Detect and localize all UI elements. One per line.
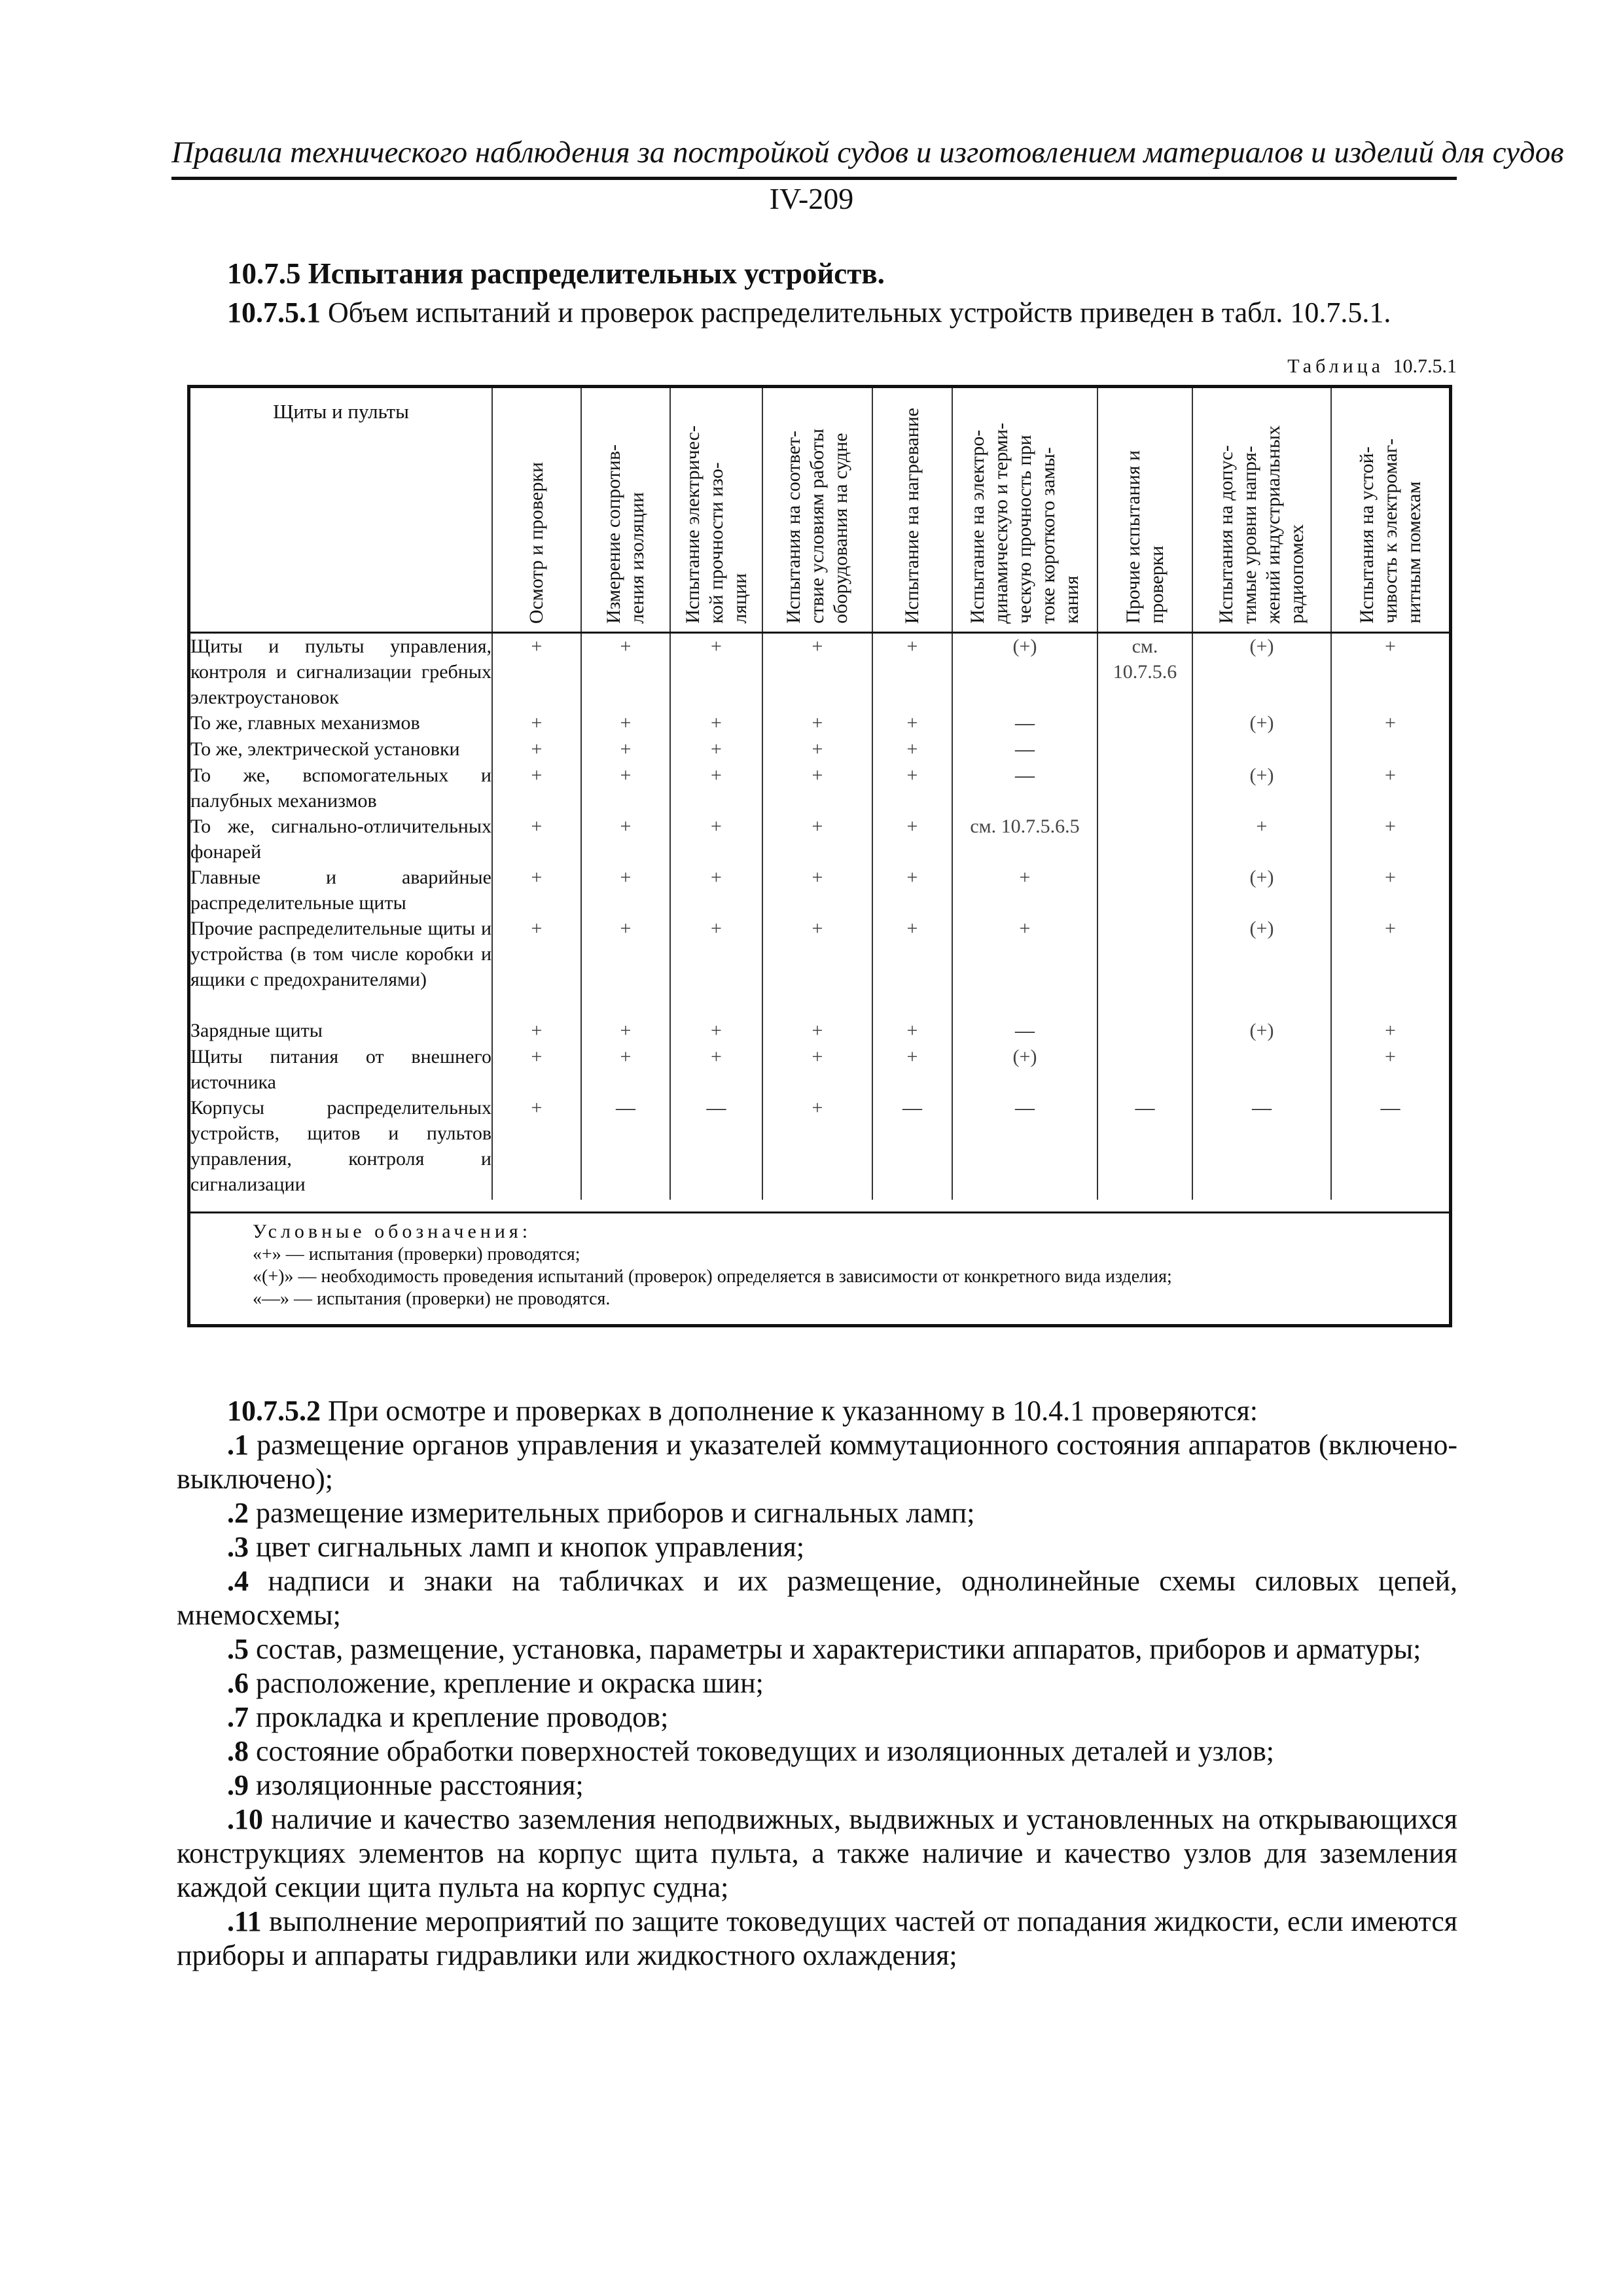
list-item-text: размещение органов управления и указателей коммутационного состояния аппаратов (включено-выключено); [177, 1429, 1457, 1495]
intro-paragraph [227, 296, 1457, 329]
row-name-cell: То же, сигнально-отличительных фонарей [190, 816, 491, 863]
row-name-cell: Щиты и пульты управления, контроля и сигнализации гребных электроустановок [190, 636, 491, 708]
mark-cell: (+) [952, 1044, 1097, 1095]
list-item [177, 1768, 1457, 1803]
mark-cell: см. 10.7.5.6.5 [952, 814, 1097, 865]
mark-cell: — [670, 1095, 762, 1200]
mark-cell: + [670, 814, 762, 865]
list-item [177, 1496, 1457, 1530]
row-name-cell: То же, электрической установки [190, 738, 460, 760]
mark-cell: — [952, 1095, 1097, 1200]
list-item-number: .8 [227, 1735, 249, 1767]
list-item-number: .5 [227, 1633, 249, 1665]
row-name-cell: Корпусы распределительных устройств, щитов и пультов управления, контроля и сигнализации [190, 1097, 491, 1195]
mark-cell: + [670, 1018, 762, 1044]
list-item-number: .4 [227, 1565, 249, 1597]
mark-cell: + [581, 865, 670, 916]
mark-cell: + [872, 1044, 952, 1095]
mark-cell: + [492, 736, 581, 762]
list-item [177, 1666, 1457, 1700]
table-row [190, 916, 1449, 1018]
mark-cell: + [670, 762, 762, 814]
mark-cell: — [1331, 1095, 1449, 1200]
list-item-text: наличие и качество заземления неподвижных, выдвижных и установленных на открывающихся конструкциях элементов на корпус щита пульта, а также наличие и качество узлов для заземления каждой секции щита пульта на корпус судна; [177, 1803, 1457, 1903]
mark-cell: + [762, 633, 872, 711]
mark-cell: + [1331, 1018, 1449, 1044]
mark-cell: + [581, 736, 670, 762]
row-name-cell: То же, главных механизмов [190, 712, 420, 734]
mark-cell: + [1331, 865, 1449, 916]
mark-cell [1097, 1044, 1192, 1095]
mark-cell: (+) [1192, 633, 1331, 711]
column-header-label: Испытание на нагревание [901, 407, 923, 624]
list-item-text: прокладка и крепление проводов; [256, 1701, 669, 1733]
intro-number: 10.7.5.1 [227, 296, 321, 329]
list-item-number: .2 [227, 1497, 249, 1529]
column-header [872, 388, 952, 633]
table-row [190, 736, 1449, 762]
mark-cell: + [1331, 916, 1449, 1018]
mark-cell [1331, 736, 1449, 762]
mark-cell: + [670, 916, 762, 1018]
mark-cell: + [492, 1095, 581, 1200]
mark-cell: + [492, 916, 581, 1018]
column-header-label: Прочие испытания и проверки [1122, 450, 1168, 624]
mark-cell: + [872, 865, 952, 916]
list-item-number: .1 [227, 1429, 249, 1461]
list-item-text: состав, размещение, установка, параметры и характеристики аппаратов, приборов и арматуры; [256, 1633, 1421, 1665]
mark-cell: + [492, 710, 581, 736]
mark-cell: + [952, 916, 1097, 1018]
mark-cell: + [492, 633, 581, 711]
mark-cell: + [762, 865, 872, 916]
column-header-label: Испытания на соответ- ствие условиям работы оборудования на судне [783, 429, 851, 624]
mark-cell: + [762, 814, 872, 865]
list-item [177, 1700, 1457, 1734]
column-header [952, 388, 1097, 633]
list-item-number: .10 [227, 1803, 263, 1835]
column-header [670, 388, 762, 633]
table-caption [1287, 355, 1457, 378]
table-row [190, 1044, 1449, 1095]
mark-cell [1097, 710, 1192, 736]
column-header-label: Испытания на устой- чивость к электромаг- нитным помехам [1355, 439, 1425, 624]
mark-cell [1192, 1044, 1331, 1095]
mark-cell: + [581, 916, 670, 1018]
column-header-label: Испытания на допус- тимые уровни напря- жений индустриальных радиопомех [1215, 425, 1308, 624]
mark-cell: + [1331, 1044, 1449, 1095]
running-header: Правила технического наблюдения за постройкой судов и изготовлением материалов и изделий для судов [171, 135, 1564, 170]
column-header-label: Измерение сопротив- ления изоляции [603, 444, 648, 624]
table-legend [190, 1211, 1449, 1324]
mark-cell: + [670, 736, 762, 762]
legend-title: Условные обозначения: [253, 1221, 532, 1242]
column-header [492, 388, 581, 633]
list-item [177, 1564, 1457, 1632]
mark-cell: + [581, 1044, 670, 1095]
mark-cell: + [872, 1018, 952, 1044]
list-item [177, 1734, 1457, 1768]
row-name-cell: Зарядные щиты [190, 1020, 323, 1041]
list-item-text: состояние обработки поверхностей токоведущих и изоляционных деталей и узлов; [256, 1735, 1274, 1767]
column-header [1097, 388, 1192, 633]
list-item-number: .9 [227, 1769, 249, 1801]
table-row [190, 1018, 1449, 1044]
mark-cell: + [581, 814, 670, 865]
mark-cell: — [581, 1095, 670, 1200]
mark-cell: + [872, 736, 952, 762]
mark-cell: + [1331, 633, 1449, 711]
list-item [177, 1530, 1457, 1564]
column-header [581, 388, 670, 633]
legend-line: «—» — испытания (проверки) не проводятся. [253, 1289, 611, 1309]
column-header-label: Испытание электричес- кой прочности изо- ляции [681, 425, 751, 624]
mark-cell: — [952, 710, 1097, 736]
mark-cell: + [492, 1044, 581, 1095]
mark-cell: (+) [1192, 865, 1331, 916]
mark-cell: + [762, 1095, 872, 1200]
list-item [177, 1428, 1457, 1496]
mark-cell: (+) [1192, 762, 1331, 814]
legend-line: «+» — испытания (проверки) проводятся; [253, 1244, 580, 1265]
mark-cell: + [1331, 814, 1449, 865]
mark-cell: — [952, 736, 1097, 762]
table-row [190, 710, 1449, 736]
mark-cell: + [581, 1018, 670, 1044]
mark-cell: + [952, 865, 1097, 916]
header-rule [171, 177, 1457, 180]
row-header-cell [190, 388, 492, 633]
mark-cell: + [872, 633, 952, 711]
mark-cell [1097, 762, 1192, 814]
mark-cell: + [670, 1044, 762, 1095]
mark-cell: — [952, 1018, 1097, 1044]
body-text [177, 1394, 1457, 1973]
list-item-text: размещение измерительных приборов и сигнальных ламп; [256, 1497, 975, 1529]
list-item-text: надписи и знаки на табличках и их размещение, однолинейные схемы силовых цепей, мнемосхемы; [177, 1565, 1458, 1631]
column-header [762, 388, 872, 633]
mark-cell: + [581, 633, 670, 711]
row-name-cell: Прочие распределительные щиты и устройства (в том числе коробки и ящики с предохранителями) [190, 918, 491, 990]
mark-cell: + [872, 814, 952, 865]
mark-cell: + [1192, 814, 1331, 865]
row-header-label: Щиты и пульты [273, 400, 409, 423]
mark-cell [1097, 814, 1192, 865]
table-row [190, 1095, 1449, 1200]
table-caption-number: 10.7.5.1 [1393, 355, 1457, 377]
mark-cell: + [670, 710, 762, 736]
table-row [190, 865, 1449, 916]
mark-cell: (+) [1192, 1018, 1331, 1044]
mark-cell: + [762, 736, 872, 762]
row-name-cell: То же, вспомогательных и палубных механизмов [190, 764, 491, 812]
mark-cell: + [492, 865, 581, 916]
table-row [190, 633, 1449, 711]
mark-cell: + [762, 762, 872, 814]
column-header-label: Осмотр и проверки [526, 461, 547, 624]
list-item-text: расположение, крепление и окраска шин; [256, 1667, 764, 1699]
mark-cell: см. 10.7.5.6 [1097, 633, 1192, 711]
row-name-cell: Главные и аварийные распределительные щиты [190, 867, 491, 914]
mark-cell: + [872, 762, 952, 814]
mark-cell: + [762, 916, 872, 1018]
table-caption-word: Таблица [1287, 355, 1384, 377]
legend-line: «(+)» — необходимость проведения испытаний (проверок) определяется в зависимости от конкретного вида изделия; [253, 1266, 1172, 1287]
mark-cell: + [872, 710, 952, 736]
list-item [177, 1632, 1457, 1666]
mark-cell: — [952, 762, 1097, 814]
row-name-cell: Щиты питания от внешнего источника [190, 1046, 491, 1093]
list-item [177, 1803, 1457, 1905]
mark-cell: + [1331, 710, 1449, 736]
section-title: 10.7.5 Испытания распределительных устройств. [227, 257, 885, 290]
mark-cell: — [1192, 1095, 1331, 1200]
list-item-number: .6 [227, 1667, 249, 1699]
mark-cell: — [872, 1095, 952, 1200]
list-item-number: .11 [227, 1905, 262, 1937]
intro-text: Объем испытаний и проверок распределительных устройств приведен в табл. 10.7.5.1. [328, 296, 1391, 329]
mark-cell: + [581, 710, 670, 736]
mark-cell: + [492, 814, 581, 865]
list-item-text: изоляционные расстояния; [256, 1769, 584, 1801]
mark-cell: — [1097, 1095, 1192, 1200]
mark-cell: + [492, 1018, 581, 1044]
page-number: IV-209 [769, 182, 854, 215]
list-item-number: .7 [227, 1701, 249, 1733]
table-row [190, 762, 1449, 814]
list-item-text: выполнение мероприятий по защите токоведущих частей от попадания жидкости, если имеются приборы и аппараты гидравлики или жидкостного охлаждения; [177, 1905, 1458, 1971]
mark-cell [1097, 916, 1192, 1018]
mark-cell: + [1331, 762, 1449, 814]
mark-cell: + [492, 762, 581, 814]
mark-cell: + [762, 1018, 872, 1044]
list-item-text: цвет сигнальных ламп и кнопок управления; [256, 1531, 805, 1563]
mark-cell: + [670, 865, 762, 916]
tests-grid [190, 388, 1449, 1200]
mark-cell: + [670, 633, 762, 711]
mark-cell: (+) [952, 633, 1097, 711]
mark-cell [1097, 736, 1192, 762]
column-header-label: Испытание на электро- динамическую и терми- ческую прочность при токе короткого замы- кания [967, 423, 1082, 624]
mark-cell: + [762, 1044, 872, 1095]
list-item-number: .3 [227, 1531, 249, 1563]
table-header-row [190, 388, 1449, 633]
tests-table [187, 385, 1452, 1327]
mark-cell: (+) [1192, 916, 1331, 1018]
mark-cell: + [762, 710, 872, 736]
mark-cell [1097, 1018, 1192, 1044]
lead-text: При осмотре и проверках в дополнение к указанному в 10.4.1 проверяются: [328, 1395, 1258, 1427]
mark-cell: + [581, 762, 670, 814]
table-body [190, 633, 1449, 1200]
mark-cell [1097, 865, 1192, 916]
mark-cell: (+) [1192, 710, 1331, 736]
lead-number: 10.7.5.2 [227, 1395, 321, 1427]
mark-cell: + [872, 916, 952, 1018]
mark-cell [1192, 736, 1331, 762]
column-header [1192, 388, 1331, 633]
table-row [190, 814, 1449, 865]
lead-paragraph [177, 1394, 1457, 1428]
list-item [177, 1905, 1457, 1973]
column-header [1331, 388, 1449, 633]
